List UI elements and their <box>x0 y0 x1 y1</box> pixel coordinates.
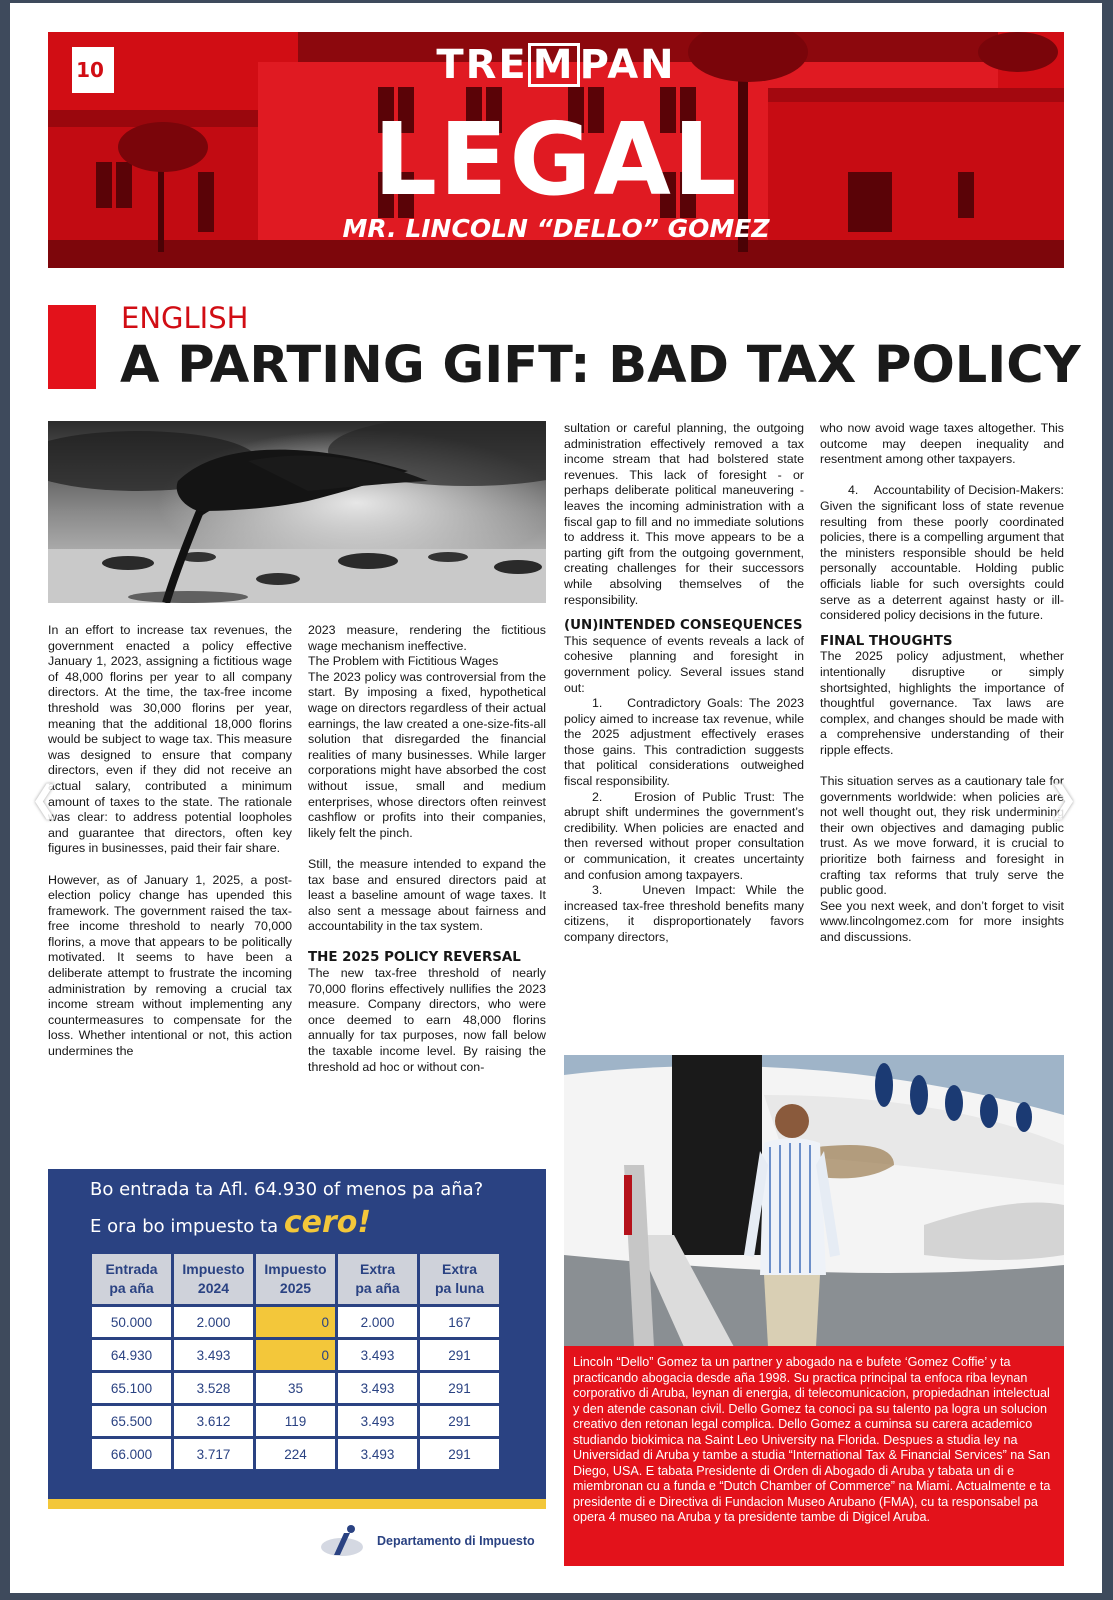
table-cell: 291 <box>420 1406 499 1436</box>
language-label: ENGLISH <box>121 301 249 335</box>
article-paragraph: The new tax-free threshold of nearly 70,000 florins effectively nullifies the 2023 measure. Company directors, who were once deemed to earn 48,000 florins annually for tax purposes, now fall below the taxable income level. By raising the threshold ad hoc or without con- <box>308 966 546 1074</box>
section-heading: (UN)INTENDED CONSEQUENCES <box>564 618 803 634</box>
list-item: 4. Accountability of Decision-Makers: Given the significant loss of state revenue resulting from these poorly coordinated policies, there is a compelling argument that the ministers responsible should be held personally accountable. Holding public officials liable for such oversights could serve as a deterrent against hasty or ill-considered policy decisions in the future. <box>820 483 1064 623</box>
tax-question: Bo entrada ta Afl. 64.930 of menos pa aña? <box>90 1179 484 1200</box>
table-cell: 291 <box>420 1439 499 1469</box>
table-cell: 3.493 <box>338 1439 417 1469</box>
table-cell: 3.493 <box>338 1373 417 1403</box>
table-cell: 66.000 <box>92 1439 171 1469</box>
section-heading: THE 2025 POLICY REVERSAL <box>308 950 521 966</box>
table-cell: 64.930 <box>92 1340 171 1370</box>
table-cell: 2.000 <box>174 1307 253 1337</box>
legal-banner <box>48 32 1064 268</box>
table-cell: 3.493 <box>338 1406 417 1436</box>
table-cell: 65.100 <box>92 1373 171 1403</box>
article-paragraph: The 2023 policy was controversial from the start. By imposing a fixed, hypothetical wage on directors regardless of their actual earnings, the law created a one-size-fits-all solution that disregarded the financial realities of many businesses. While larger corporations might have absorbed the cost without issue, small and medium enterprises, whose directors often reinvest cashflow or profits into their companies, likely felt the pinch. <box>308 669 546 840</box>
table-header: Impuesto 2024 <box>174 1254 253 1304</box>
department-name: Departamento di Impuesto <box>377 1534 535 1548</box>
article-paragraph: The 2025 policy adjustment, whether intentionally disruptive or simply shortsighted, highlights the importance of thoughtful governance. Tax laws are complex, and changes should be made with a comprehensive understanding of their ripple effects. <box>820 649 1064 757</box>
table-header: Entrada pa aña <box>92 1254 171 1304</box>
table-header: Extra pa luna <box>420 1254 499 1304</box>
section-heading: FINAL THOUGHTS <box>820 633 953 649</box>
table-cell: 3.493 <box>174 1340 253 1370</box>
article-column-4 <box>820 421 1064 946</box>
department-logo-icon <box>320 1523 364 1559</box>
yellow-accent-bar <box>48 1499 546 1509</box>
headline-accent-block <box>48 305 96 389</box>
tax-table <box>89 1251 502 1472</box>
article-headline: A PARTING GIFT: BAD TAX POLICY <box>120 336 1081 395</box>
article-paragraph: See you next week, and don’t forget to visit www.lincolngomez.com for more insights and discussions. <box>820 898 1064 944</box>
columnist-name: MR. LINCOLN “DELLO” GOMEZ <box>342 214 770 243</box>
table-header-row <box>92 1254 499 1304</box>
table-cell: 50.000 <box>92 1307 171 1337</box>
tax-info-box <box>48 1169 546 1509</box>
table-row <box>92 1340 499 1370</box>
section-title: LEGAL <box>373 101 739 218</box>
table-row <box>92 1439 499 1469</box>
table-cell: 35 <box>256 1373 335 1403</box>
article-column-1 <box>48 623 292 1060</box>
table-cell: 291 <box>420 1340 499 1370</box>
list-item: 2. Erosion of Public Trust: The abrupt shift undermines the government’s credibility. When policies are enacted and then reversed without proper consultation or communication, it creates uncertainty and confusion among taxpayers. <box>564 789 804 882</box>
table-row <box>92 1406 499 1436</box>
author-jet-photo <box>564 1055 1064 1347</box>
table-cell: 3.717 <box>174 1439 253 1469</box>
article-paragraph: In an effort to increase tax revenues, the government enacted a policy effective January 1, 2023, assigning a fictitious wage of 48,000 florins per year to all company directors. At the time, the tax-free income threshold was 30,000 florins per year, meaning that the additional 18,000 florins would be subject to wage tax. This measure was designed to ensure that company directors, even if they did not receive an actual salary, contributed a minimum amount of taxes to the state. The rationale was clear: to address potential loopholes and guarantee that directors, often key figures in businesses, paid their fair share. <box>48 623 292 856</box>
article-column-2 <box>308 623 546 1075</box>
windswept-tree-photo <box>48 421 546 603</box>
page-number: 10 <box>68 47 114 93</box>
article-paragraph: sultation or careful planning, the outgoing administration effectively removed a tax income stream that had bolstered state revenues. This lack of foresight - or perhaps deliberate political maneuvering - leaves the incoming administration with a fiscal gap to fill and no immediate solutions to address it. This move appears to be a parting gift from the outgoing government, creating challenges for their successors while absolving themselves of the responsibility. <box>564 421 804 607</box>
table-cell: 3.612 <box>174 1406 253 1436</box>
table-cell: 65.500 <box>92 1406 171 1436</box>
table-cell-highlight: 0 <box>256 1340 335 1370</box>
table-header: Extra pa aña <box>338 1254 417 1304</box>
table-row <box>92 1307 499 1337</box>
article-paragraph: Still, the measure intended to expand the tax base and ensured directors paid at least a baseline amount of wage taxes. It also sent a message about fairness and accountability in the tax system. <box>308 856 546 934</box>
chevron-left-icon[interactable]: ❮ <box>30 779 61 820</box>
table-row <box>92 1373 499 1403</box>
article-paragraph: who now avoid wage taxes altogether. This outcome may deepen inequality and resentment among other taxpayers. <box>820 421 1064 467</box>
tax-answer: E ora bo impuesto ta cero! <box>90 1205 372 1240</box>
table-cell: 119 <box>256 1406 335 1436</box>
masthead-logo: TRE M PAN <box>436 42 676 88</box>
table-cell: 167 <box>420 1307 499 1337</box>
chevron-right-icon[interactable]: ❯ <box>1048 779 1079 820</box>
newspaper-page <box>10 3 1102 1593</box>
table-cell: 224 <box>256 1439 335 1469</box>
tax-answer-highlight: cero! <box>283 1205 372 1240</box>
table-cell-highlight: 0 <box>256 1307 335 1337</box>
table-header: Impuesto 2025 <box>256 1254 335 1304</box>
table-cell: 291 <box>420 1373 499 1403</box>
article-paragraph: 2023 measure, rendering the fictitious wage mechanism ineffective. <box>308 623 546 653</box>
article-paragraph: This situation serves as a cautionary tale for governments worldwide: when policies are not well thought out, they risk undermining their own objectives and damaging public trust. As we move forward, it is crucial to prioritize both fairness and foresight in crafting tax reforms that truly serve the public good. <box>820 774 1064 898</box>
list-item: 1. Contradictory Goals: The 2023 policy aimed to increase tax revenue, while the 2025 adjustment effectively erases those gains. This contradiction suggests that political considerations outweighed fiscal responsibility. <box>564 696 804 789</box>
table-cell: 3.528 <box>174 1373 253 1403</box>
article-paragraph: However, as of January 1, 2025, a post-election policy change has upended this framework. The government raised the tax-free income threshold to nearly 70,000 florins, a move that appears to be politically motivated. It seems to have been a deliberate attempt to frustrate the incoming administration by removing a crucial tax income stream without implementing any countermeasures to compensate for the loss. Whether intentional or not, this action undermines the <box>48 872 292 1059</box>
list-item: 3. Uneven Impact: While the increased tax-free threshold benefits many citizens, it disproportionately favors company directors, <box>564 883 804 944</box>
table-cell: 2.000 <box>338 1307 417 1337</box>
table-cell: 3.493 <box>338 1340 417 1370</box>
author-bio: Lincoln “Dello” Gomez ta un partner y abogado na e bufete ‘Gomez Coffie’ y ta practicando abogacia desde aña 1998. Su practica principal ta enfoca riba leynan corporativo di Aruba, leynan di energia, di telecomunicacion, propiedadnan intelectual y den atende casonan civil. Dello Gomez ta conoci pa su talento pa logra un solucion creativo den retonan legal complica. Dello Gomez a cuminsa su carera academico studiando biokimica na Saint Leo University na Florida. Despues a studia ley na Universidad di Aruba y tambe a studia “International Tax & Financial Services” na San Diego, USA. E tabata Presidente di Orden di Abogado di Aruba y tabata un di e miembronan cu a funda e “Dutch Chamber of Commerce” na Miami. Actualmente e ta presidente di e Directiva di Fundacion Museo Arubano (FMA), cu ta responsabel pa opera 4 museo na Aruba y ta presidente tambe di Digicel Aruba. <box>564 1346 1064 1566</box>
article-paragraph: This sequence of events reveals a lack of cohesive planning and foresight in government policy. Several issues stand out: <box>564 633 804 695</box>
article-subheading: The Problem with Fictitious Wages <box>308 654 499 669</box>
article-column-3 <box>564 421 804 946</box>
